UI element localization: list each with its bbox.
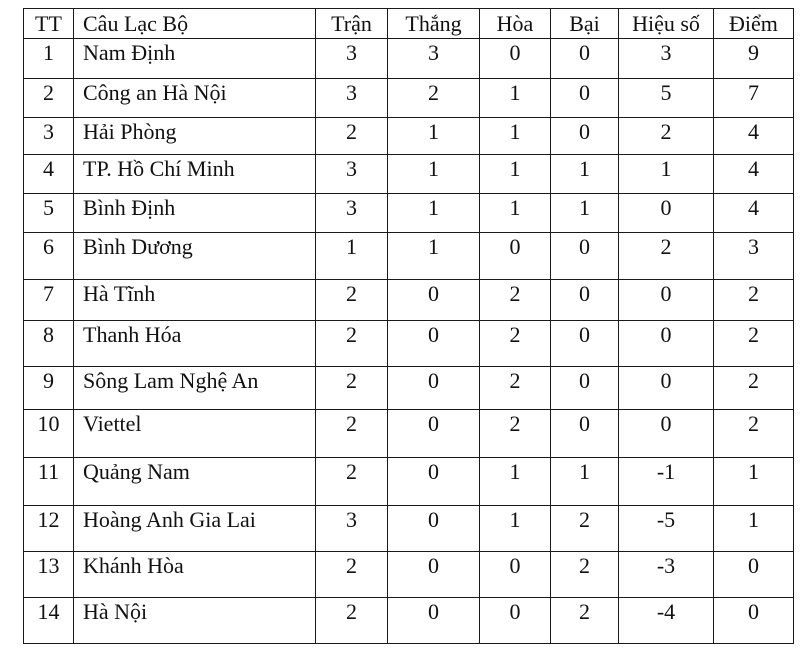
cell-goal-diff: 3: [619, 39, 714, 79]
cell-goal-diff: 0: [619, 367, 714, 410]
cell-club: Bình Định: [74, 194, 316, 233]
cell-club: TP. Hồ Chí Minh: [74, 155, 316, 194]
cell-lost: 0: [551, 410, 619, 458]
cell-club: Viettel: [74, 410, 316, 458]
header-lost: Bại: [551, 9, 619, 39]
cell-points: 0: [714, 552, 794, 598]
cell-drawn: 1: [480, 118, 551, 155]
cell-club: Thanh Hóa: [74, 321, 316, 367]
cell-won: 0: [388, 367, 480, 410]
cell-lost: 0: [551, 367, 619, 410]
cell-won: 1: [388, 194, 480, 233]
cell-lost: 2: [551, 552, 619, 598]
cell-points: 4: [714, 194, 794, 233]
table-row: [24, 194, 794, 233]
cell-goal-diff: 1: [619, 155, 714, 194]
cell-tt: 8: [24, 321, 74, 367]
cell-drawn: 2: [480, 280, 551, 321]
cell-played: 2: [316, 280, 388, 321]
header-drawn: Hòa: [480, 9, 551, 39]
header-club: Câu Lạc Bộ: [74, 9, 316, 39]
cell-points: 2: [714, 321, 794, 367]
cell-lost: 0: [551, 233, 619, 280]
cell-club: Quảng Nam: [74, 458, 316, 506]
table-row: [24, 458, 794, 506]
cell-won: 1: [388, 155, 480, 194]
cell-drawn: 2: [480, 321, 551, 367]
cell-club: Sông Lam Nghệ An: [74, 367, 316, 410]
cell-lost: 1: [551, 458, 619, 506]
cell-tt: 3: [24, 118, 74, 155]
cell-goal-diff: -4: [619, 598, 714, 644]
cell-tt: 5: [24, 194, 74, 233]
cell-club: Hải Phòng: [74, 118, 316, 155]
cell-lost: 0: [551, 280, 619, 321]
cell-played: 2: [316, 410, 388, 458]
header-won: Thắng: [388, 9, 480, 39]
cell-lost: 2: [551, 506, 619, 552]
cell-goal-diff: 0: [619, 321, 714, 367]
cell-tt: 9: [24, 367, 74, 410]
cell-lost: 1: [551, 155, 619, 194]
cell-lost: 0: [551, 79, 619, 118]
cell-drawn: 0: [480, 552, 551, 598]
cell-played: 2: [316, 598, 388, 644]
cell-points: 1: [714, 506, 794, 552]
cell-won: 0: [388, 280, 480, 321]
cell-club: Công an Hà Nội: [74, 79, 316, 118]
cell-points: 7: [714, 79, 794, 118]
header-points: Điểm: [714, 9, 794, 39]
cell-tt: 11: [24, 458, 74, 506]
cell-goal-diff: -3: [619, 552, 714, 598]
cell-played: 2: [316, 367, 388, 410]
cell-drawn: 1: [480, 155, 551, 194]
cell-drawn: 2: [480, 367, 551, 410]
cell-club: Hà Nội: [74, 598, 316, 644]
cell-played: 3: [316, 506, 388, 552]
cell-points: 2: [714, 410, 794, 458]
cell-lost: 2: [551, 598, 619, 644]
table-row: [24, 410, 794, 458]
header-tt: TT: [24, 9, 74, 39]
header-played: Trận: [316, 9, 388, 39]
cell-drawn: 2: [480, 410, 551, 458]
table-row: [24, 552, 794, 598]
cell-lost: 0: [551, 39, 619, 79]
cell-tt: 4: [24, 155, 74, 194]
cell-club: Hà Tĩnh: [74, 280, 316, 321]
cell-lost: 0: [551, 118, 619, 155]
cell-won: 0: [388, 552, 480, 598]
cell-played: 2: [316, 458, 388, 506]
cell-drawn: 1: [480, 79, 551, 118]
cell-played: 3: [316, 39, 388, 79]
cell-goal-diff: 0: [619, 280, 714, 321]
table-row: [24, 598, 794, 644]
cell-played: 3: [316, 194, 388, 233]
cell-points: 3: [714, 233, 794, 280]
cell-club: Bình Dương: [74, 233, 316, 280]
cell-lost: 1: [551, 194, 619, 233]
table-row: [24, 321, 794, 367]
standings-table: [23, 8, 794, 644]
header-row: [24, 9, 794, 39]
cell-goal-diff: -5: [619, 506, 714, 552]
cell-tt: 6: [24, 233, 74, 280]
cell-drawn: 0: [480, 233, 551, 280]
cell-won: 1: [388, 233, 480, 280]
cell-played: 2: [316, 118, 388, 155]
table-row: [24, 367, 794, 410]
cell-points: 2: [714, 367, 794, 410]
standings-body: [24, 39, 794, 644]
cell-points: 1: [714, 458, 794, 506]
cell-club: Nam Định: [74, 39, 316, 79]
cell-club: Khánh Hòa: [74, 552, 316, 598]
cell-points: 0: [714, 598, 794, 644]
cell-drawn: 1: [480, 506, 551, 552]
cell-lost: 0: [551, 321, 619, 367]
cell-points: 4: [714, 118, 794, 155]
cell-won: 1: [388, 118, 480, 155]
cell-drawn: 1: [480, 458, 551, 506]
cell-tt: 10: [24, 410, 74, 458]
cell-goal-diff: 2: [619, 233, 714, 280]
table-row: [24, 118, 794, 155]
cell-won: 0: [388, 458, 480, 506]
cell-tt: 7: [24, 280, 74, 321]
cell-goal-diff: -1: [619, 458, 714, 506]
header-goal-diff: Hiệu số: [619, 9, 714, 39]
cell-played: 2: [316, 552, 388, 598]
cell-won: 0: [388, 506, 480, 552]
cell-drawn: 0: [480, 39, 551, 79]
cell-club: Hoàng Anh Gia Lai: [74, 506, 316, 552]
cell-won: 0: [388, 598, 480, 644]
cell-goal-diff: 2: [619, 118, 714, 155]
cell-tt: 12: [24, 506, 74, 552]
table-row: [24, 280, 794, 321]
table-row: [24, 39, 794, 79]
cell-drawn: 1: [480, 194, 551, 233]
cell-played: 3: [316, 79, 388, 118]
cell-tt: 13: [24, 552, 74, 598]
cell-tt: 1: [24, 39, 74, 79]
cell-tt: 14: [24, 598, 74, 644]
cell-points: 9: [714, 39, 794, 79]
table-row: [24, 506, 794, 552]
cell-points: 2: [714, 280, 794, 321]
table-row: [24, 233, 794, 280]
cell-goal-diff: 0: [619, 410, 714, 458]
cell-won: 0: [388, 410, 480, 458]
cell-drawn: 0: [480, 598, 551, 644]
cell-goal-diff: 0: [619, 194, 714, 233]
cell-won: 0: [388, 321, 480, 367]
table-row: [24, 79, 794, 118]
cell-played: 1: [316, 233, 388, 280]
cell-played: 3: [316, 155, 388, 194]
cell-goal-diff: 5: [619, 79, 714, 118]
cell-won: 2: [388, 79, 480, 118]
table-row: [24, 155, 794, 194]
cell-tt: 2: [24, 79, 74, 118]
cell-points: 4: [714, 155, 794, 194]
cell-won: 3: [388, 39, 480, 79]
cell-played: 2: [316, 321, 388, 367]
